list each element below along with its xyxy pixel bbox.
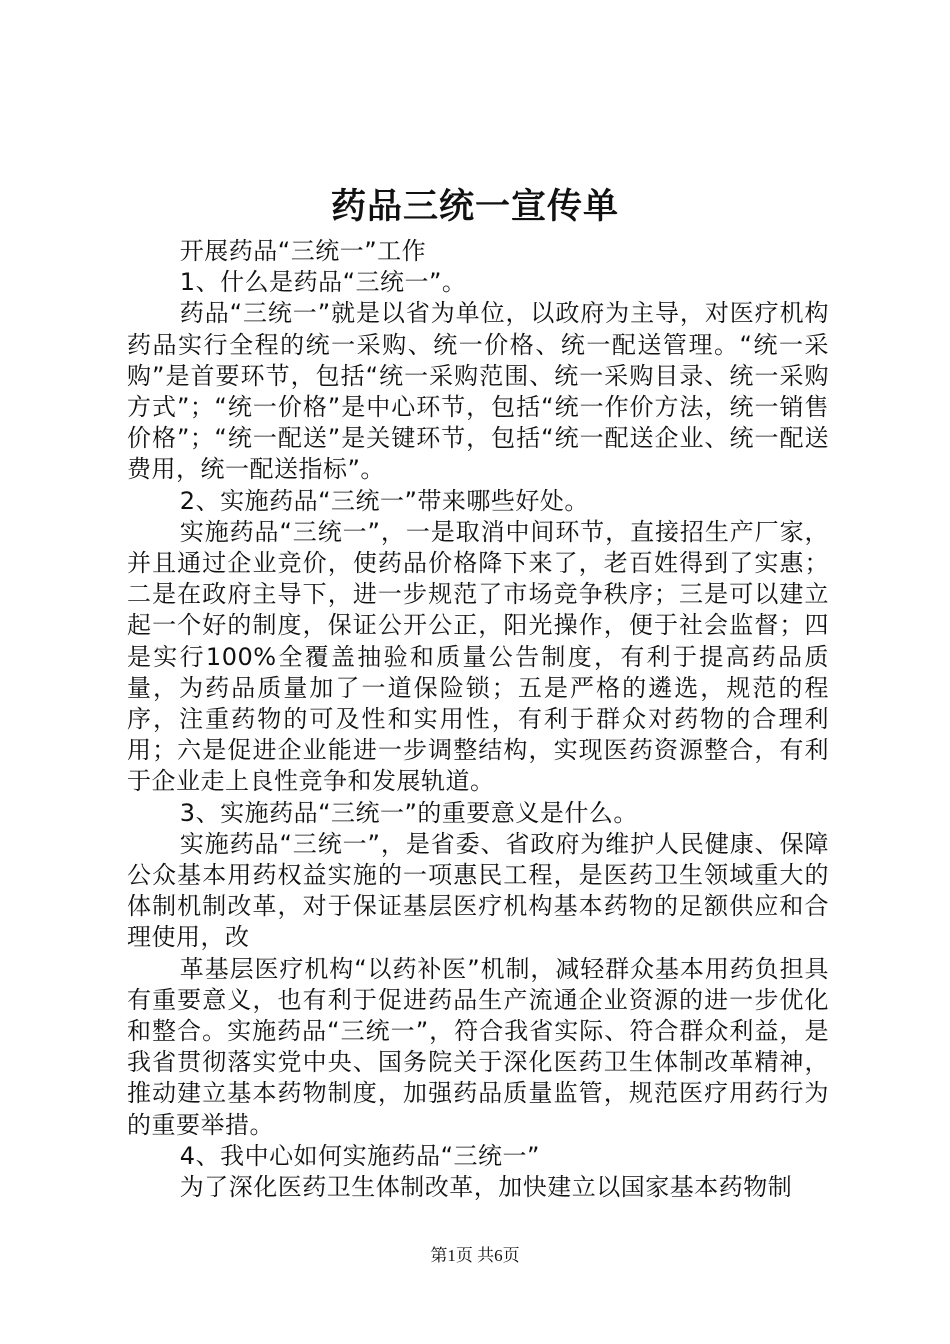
question-2: 2、实施药品“三统一”带来哪些好处。 [179, 486, 589, 515]
question-4: 4、我中心如何实施药品“三统一” [179, 1141, 540, 1170]
answer-2: 实施药品“三统一”，一是取消中间环节，直接招生产厂家，并且通过企业竞价，使药品价格降下来了，老百姓得到了实惠；二是在政府主导下，进一步规范了市场竞争秩序；三是可以建立起一个好的制度，保证公开公正，阳光操作，便于社会监督；四是实行100%全覆盖抽验和质量公告制度，有利于提高药品质量，为药品质量加了一道保险锁；五是严格的遴选，规范的程序，注重药物的可及性和实用性，有利于群众对药物的合理利用；六是促进企业能进一步调整结构，实现医药资源整合，有利于企业走上良性竞争和发展轨道。 [127, 517, 829, 796]
document-body [127, 236, 829, 1203]
answer-3-part-2: 革基层医疗机构“以药补医”机制，减轻群众基本用药负担具有重要意义，也有利于促进药品生产流通企业资源的进一步优化和整合。实施药品“三统一”，符合我省实际、符合群众利益，是我省贯彻落实党中央、国务院关于深化医药卫生体制改革精神，推动建立基本药物制度，加强药品质量监管，规范医疗用药行为的重要举措。 [127, 954, 829, 1139]
answer-4: 为了深化医药卫生体制改革，加快建立以国家基本药物制 [179, 1173, 793, 1202]
question-1: 1、什么是药品“三统一”。 [179, 268, 467, 297]
answer-1: 药品“三统一”就是以省为单位，以政府为主导，对医疗机构药品实行全程的统一采购、统一价格、统一配送管理。“统一采购”是首要环节，包括“统一采购范围、统一采购目录、统一采购方式”；“统一价格”是中心环节，包括“统一作价方法，统一销售价格”；“统一配送”是关键环节，包括“统一配送企业、统一配送费用，统一配送指标”。 [127, 299, 829, 484]
question-3: 3、实施药品“三统一”的重要意义是什么。 [179, 798, 638, 827]
paragraph-heading: 开展药品“三统一”工作 [179, 237, 427, 265]
document-title: 药品三统一宣传单 [330, 186, 619, 227]
answer-3-part-1: 实施药品“三统一”，是省委、省政府为维护人民健康、保障公众基本用药权益实施的一项惠民工程，是医药卫生领域重大的体制机制改革，对于保证基层医疗机构基本药物的足额供应和合理使用，改 [127, 829, 829, 952]
page-footer: 第1页 共6页 [430, 1246, 520, 1265]
